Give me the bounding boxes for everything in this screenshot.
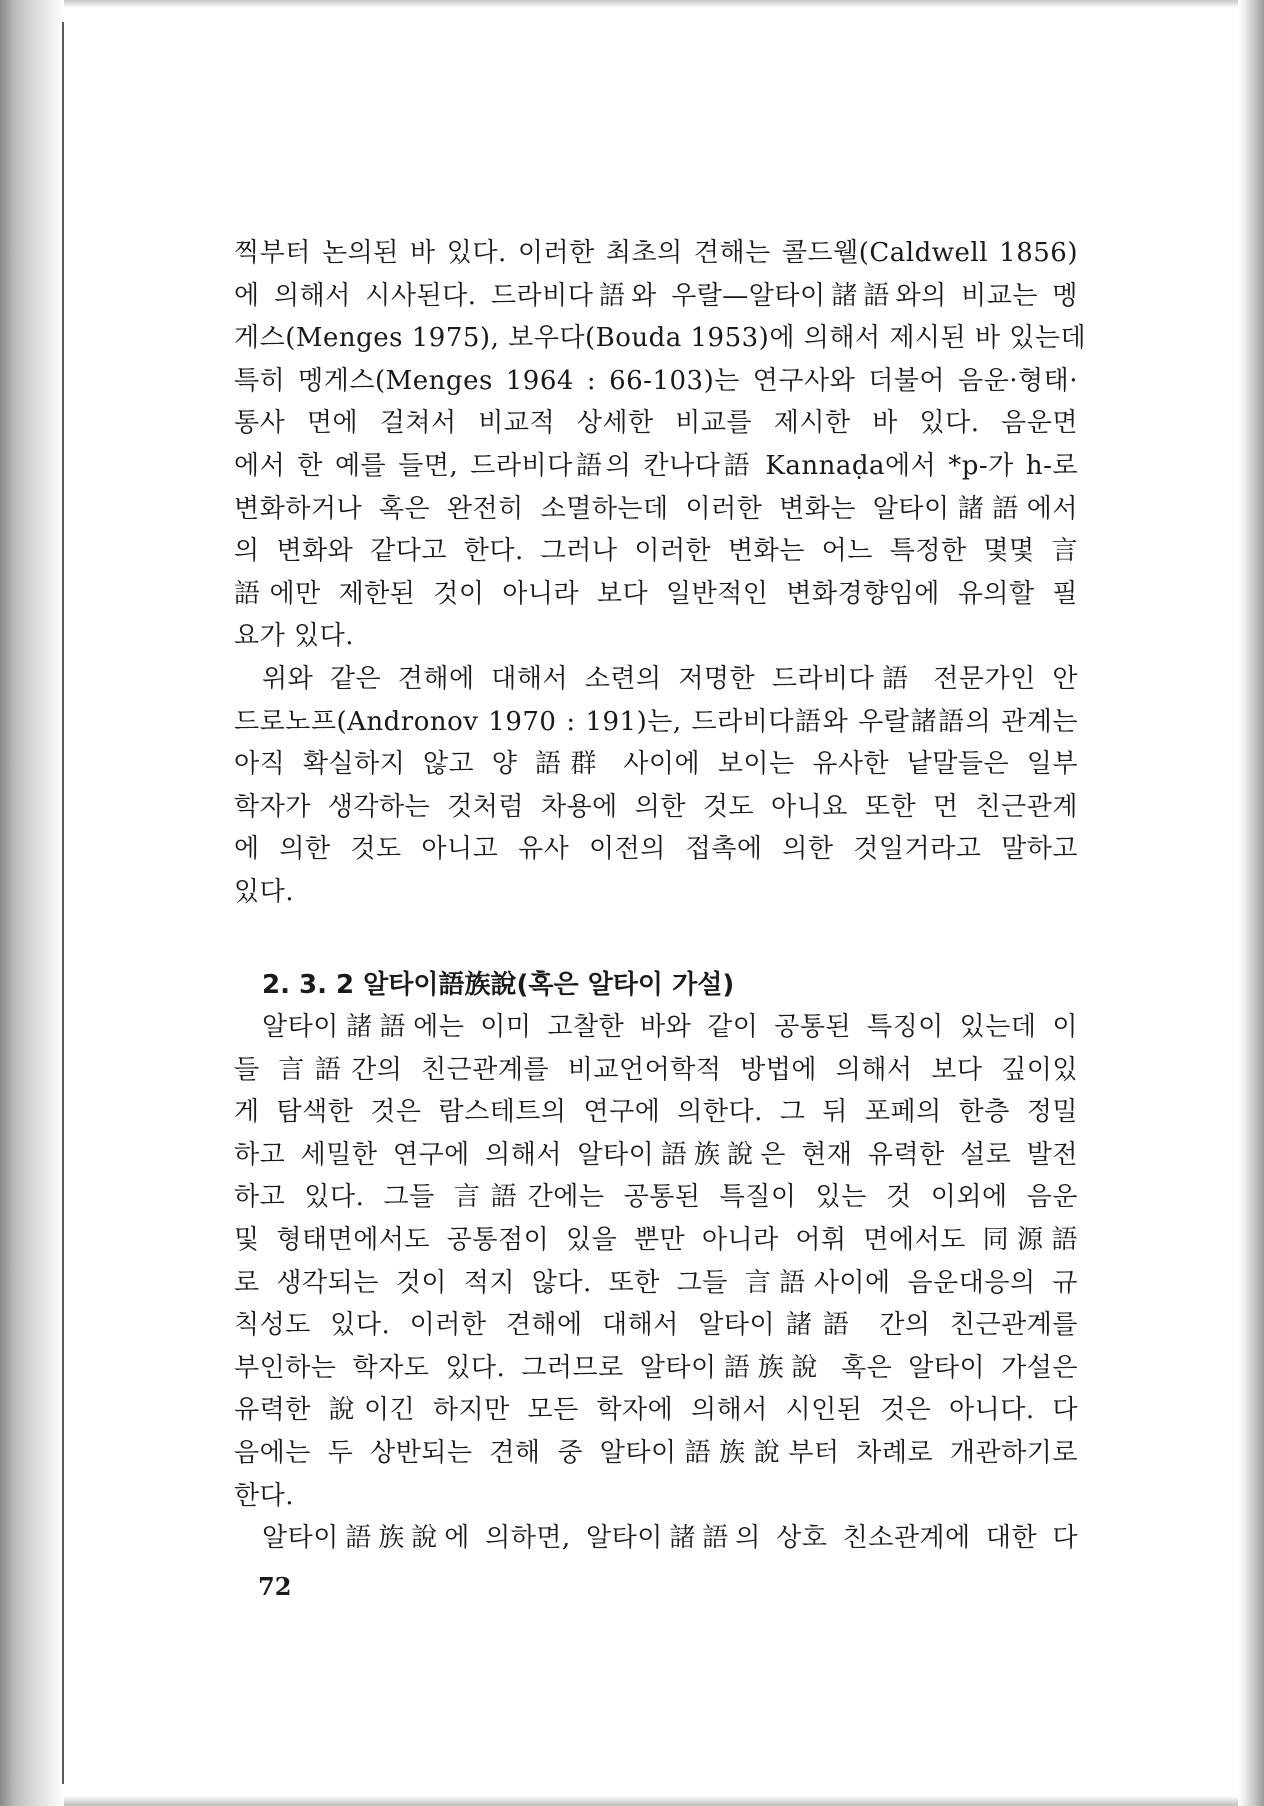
paragraph-2 xyxy=(234,658,1078,914)
text-line: 부인하는 학자도 있다. 그러므로 알타이語族說 혹은 알타이 가설은 xyxy=(234,1352,1078,1383)
text-line: 에 의해서 시사된다. 드라비다語와 우랄—알타이諸語와의 비교는 멩 xyxy=(234,280,1078,311)
page-number: 72 xyxy=(258,1572,292,1601)
text-line: 찍부터 논의된 바 있다. 이러한 최초의 견해는 콜드웰(Caldwell 1856) xyxy=(234,238,1078,268)
page-edge-left xyxy=(0,0,64,1806)
text-line: 게 탐색한 것은 람스테트의 연구에 의한다. 그 뒤 포페의 한층 정밀 xyxy=(234,1097,1078,1128)
section-gap xyxy=(234,914,1078,964)
page-body xyxy=(234,232,1087,1560)
text-line: 특히 멩게스(Menges 1964 : 66-103)는 연구사와 더불어 음운·형태· xyxy=(234,365,1078,396)
text-line: 음에는 두 상반되는 견해 중 알타이語族說부터 차례로 개관하기로 xyxy=(234,1438,1078,1469)
text-line: 하고 있다. 그들 言語간에는 공통된 특질이 있는 것 이외에 음운 xyxy=(234,1182,1078,1213)
text-line: 위와 같은 견해에 대해서 소련의 저명한 드라비다語 전문가인 안 xyxy=(262,663,1078,694)
text-line: 에 의한 것도 아니고 유사 이전의 접촉에 의한 것일거라고 말하고 xyxy=(234,834,1078,865)
text-line: 알타이諸語에는 이미 고찰한 바와 같이 공통된 특징이 있는데 이 xyxy=(262,1012,1078,1043)
section-heading: 2. 3. 2 알타이語族說(혹은 알타이 가설) xyxy=(262,969,735,1000)
text-line: 및 형태면에서도 공통점이 있을 뿐만 아니라 어휘 면에서도 同源語 xyxy=(234,1225,1078,1256)
page-edge-bottom xyxy=(64,1796,1238,1806)
text-line: 語에만 제한된 것이 아니라 보다 일반적인 변화경향임에 유의할 필 xyxy=(234,578,1078,609)
text-line: 요가 있다. xyxy=(234,621,354,652)
paragraph-3 xyxy=(234,1006,1078,1517)
text-line: 게스(Menges 1975), 보우다(Bouda 1953)에 의해서 제시된 바 있는데 xyxy=(234,323,1087,354)
text-line: 칙성도 있다. 이러한 견해에 대해서 알타이諸語 간의 친근관계를 xyxy=(234,1310,1078,1341)
text-line: 들 言語간의 친근관계를 비교언어학적 방법에 의해서 보다 깊이있 xyxy=(234,1054,1078,1085)
text-line: 아직 확실하지 않고 양 語群 사이에 보이는 유사한 낱말들은 일부 xyxy=(234,749,1078,780)
text-line: 로 생각되는 것이 적지 않다. 또한 그들 言語사이에 음운대응의 규 xyxy=(234,1267,1078,1298)
page-edge-right xyxy=(1238,0,1264,1806)
text-line: 한다. xyxy=(234,1480,294,1511)
paragraph-4 xyxy=(234,1517,1078,1560)
page-spine-line xyxy=(62,22,64,1784)
text-line: 통사 면에 걸쳐서 비교적 상세한 비교를 제시한 바 있다. 음운면 xyxy=(234,408,1078,439)
text-line: 에서 한 예를 들면, 드라비다語의 칸나다語 Kannaḍa에서 *p-가 h-로 xyxy=(234,450,1078,481)
text-line: 변화하거나 혹은 완전히 소멸하는데 이러한 변화는 알타이諸語에서 xyxy=(234,493,1078,524)
text-line: 유력한 說이긴 하지만 모든 학자에 의해서 시인된 것은 아니다. 다 xyxy=(234,1395,1078,1426)
text-line: 알타이語族說에 의하면, 알타이諸語의 상호 친소관계에 대한 다 xyxy=(262,1523,1078,1554)
text-line: 의 변화와 같다고 한다. 그러나 이러한 변화는 어느 특정한 몇몇 言 xyxy=(234,536,1078,567)
text-line: 드로노프(Andronov 1970 : 191)는, 드라비다語와 우랄諸語의 관계는 xyxy=(234,706,1078,737)
page-edge-top xyxy=(64,0,1238,8)
text-line: 학자가 생각하는 것처럼 차용에 의한 것도 아니요 또한 먼 친근관계 xyxy=(234,791,1078,822)
text-line: 있다. xyxy=(234,876,294,907)
text-line: 하고 세밀한 연구에 의해서 알타이語族說은 현재 유력한 설로 발전 xyxy=(234,1139,1078,1170)
paragraph-1 xyxy=(234,232,1087,658)
